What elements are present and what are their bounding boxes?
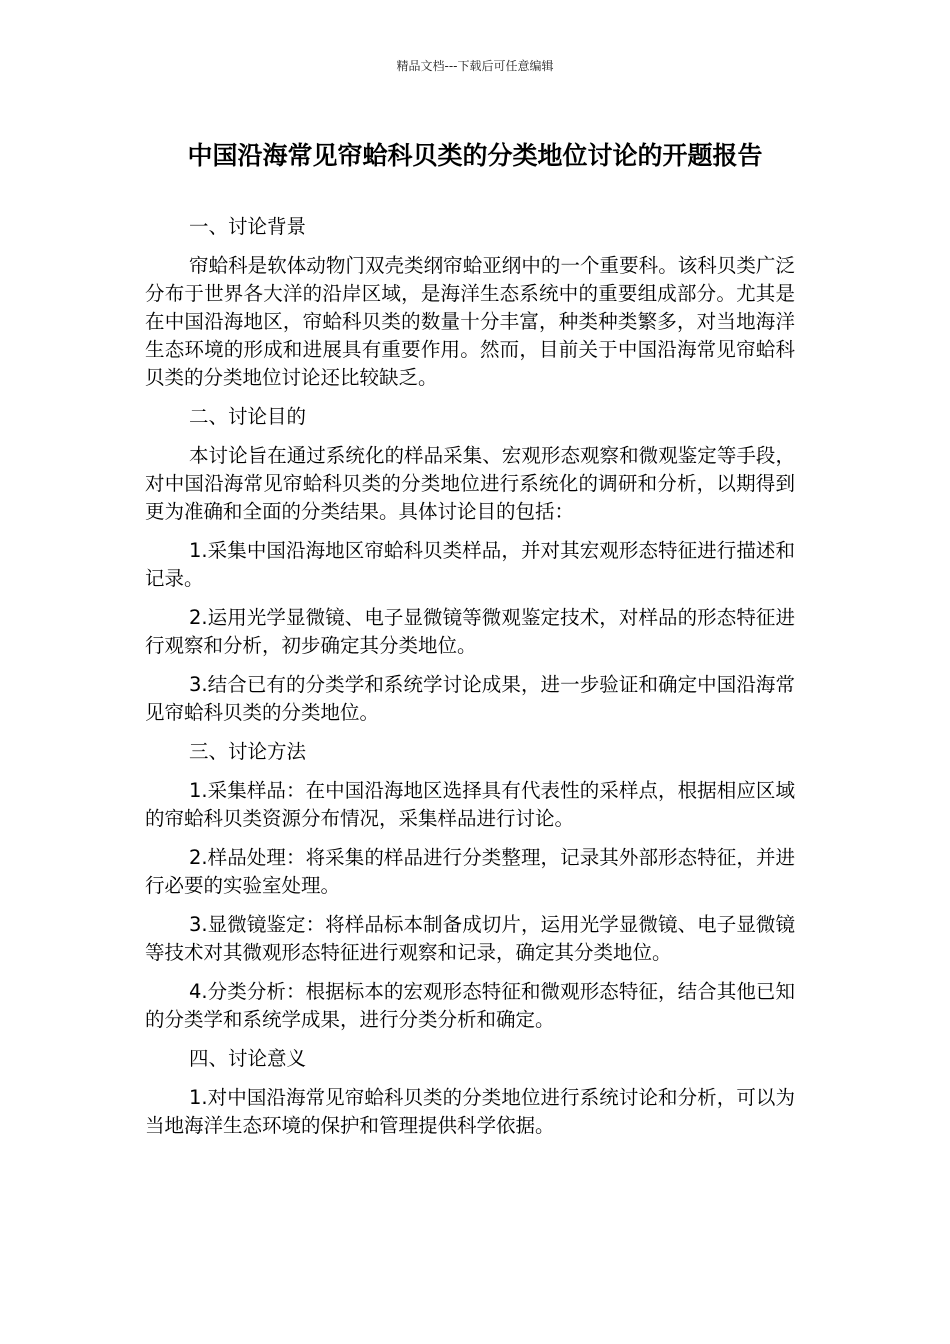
methods-item-3: 3.显微镜鉴定：将样品标本制备成切片，运用光学显微镜、电子显微镜等技术对其微观形态特征进行观察和记录，确定其分类地位。	[145, 913, 795, 964]
methods-item-1: 1.采集样品：在中国沿海地区选择具有代表性的采样点，根据相应区域的帘蛤科贝类资源分布情况，采集样品进行讨论。	[145, 779, 795, 830]
methods-item-4: 4.分类分析：根据标本的宏观形态特征和微观形态特征，结合其他已知的分类学和系统学成果，进行分类分析和确定。	[145, 980, 795, 1031]
document-body	[145, 213, 795, 1151]
purpose-item-3: 3.结合已有的分类学和系统学讨论成果，进一步验证和确定中国沿海常见帘蛤科贝类的分类地位。	[145, 673, 795, 724]
background-paragraph: 帘蛤科是软体动物门双壳类纲帘蛤亚纲中的一个重要科。该科贝类广泛分布于世界各大洋的沿岸区域，是海洋生态系统中的重要组成部分。尤其是在中国沿海地区，帘蛤科贝类的数量十分丰富，种类种类繁多，对当地海洋生态环境的形成和进展具有重要作用。然而，目前关于中国沿海常见帘蛤科贝类的分类地位讨论还比较缺乏。	[145, 254, 795, 389]
header-note: 精品文档---下载后可任意编辑	[396, 59, 554, 73]
section-heading-background: 一、讨论背景	[189, 215, 307, 238]
section-heading-significance: 四、讨论意义	[189, 1047, 307, 1070]
purpose-item-1: 1.采集中国沿海地区帘蛤科贝类样品，并对其宏观形态特征进行描述和记录。	[145, 539, 795, 590]
purpose-item-2: 2.运用光学显微镜、电子显微镜等微观鉴定技术，对样品的形态特征进行观察和分析，初步确定其分类地位。	[145, 606, 795, 657]
section-heading-purpose: 二、讨论目的	[189, 405, 307, 428]
document-title: 中国沿海常见帘蛤科贝类的分类地位讨论的开题报告	[187, 141, 763, 170]
purpose-paragraph: 本讨论旨在通过系统化的样品采集、宏观形态观察和微观鉴定等手段，对中国沿海常见帘蛤科贝类的分类地位进行系统化的调研和分析，以期得到更为准确和全面的分类结果。具体讨论目的包括：	[145, 444, 795, 523]
section-heading-methods: 三、讨论方法	[189, 740, 307, 763]
methods-item-2: 2.样品处理：将采集的样品进行分类整理，记录其外部形态特征，并进行必要的实验室处理。	[145, 846, 795, 897]
significance-item-1: 1.对中国沿海常见帘蛤科贝类的分类地位进行系统讨论和分析，可以为当地海洋生态环境的保护和管理提供科学依据。	[145, 1086, 795, 1137]
